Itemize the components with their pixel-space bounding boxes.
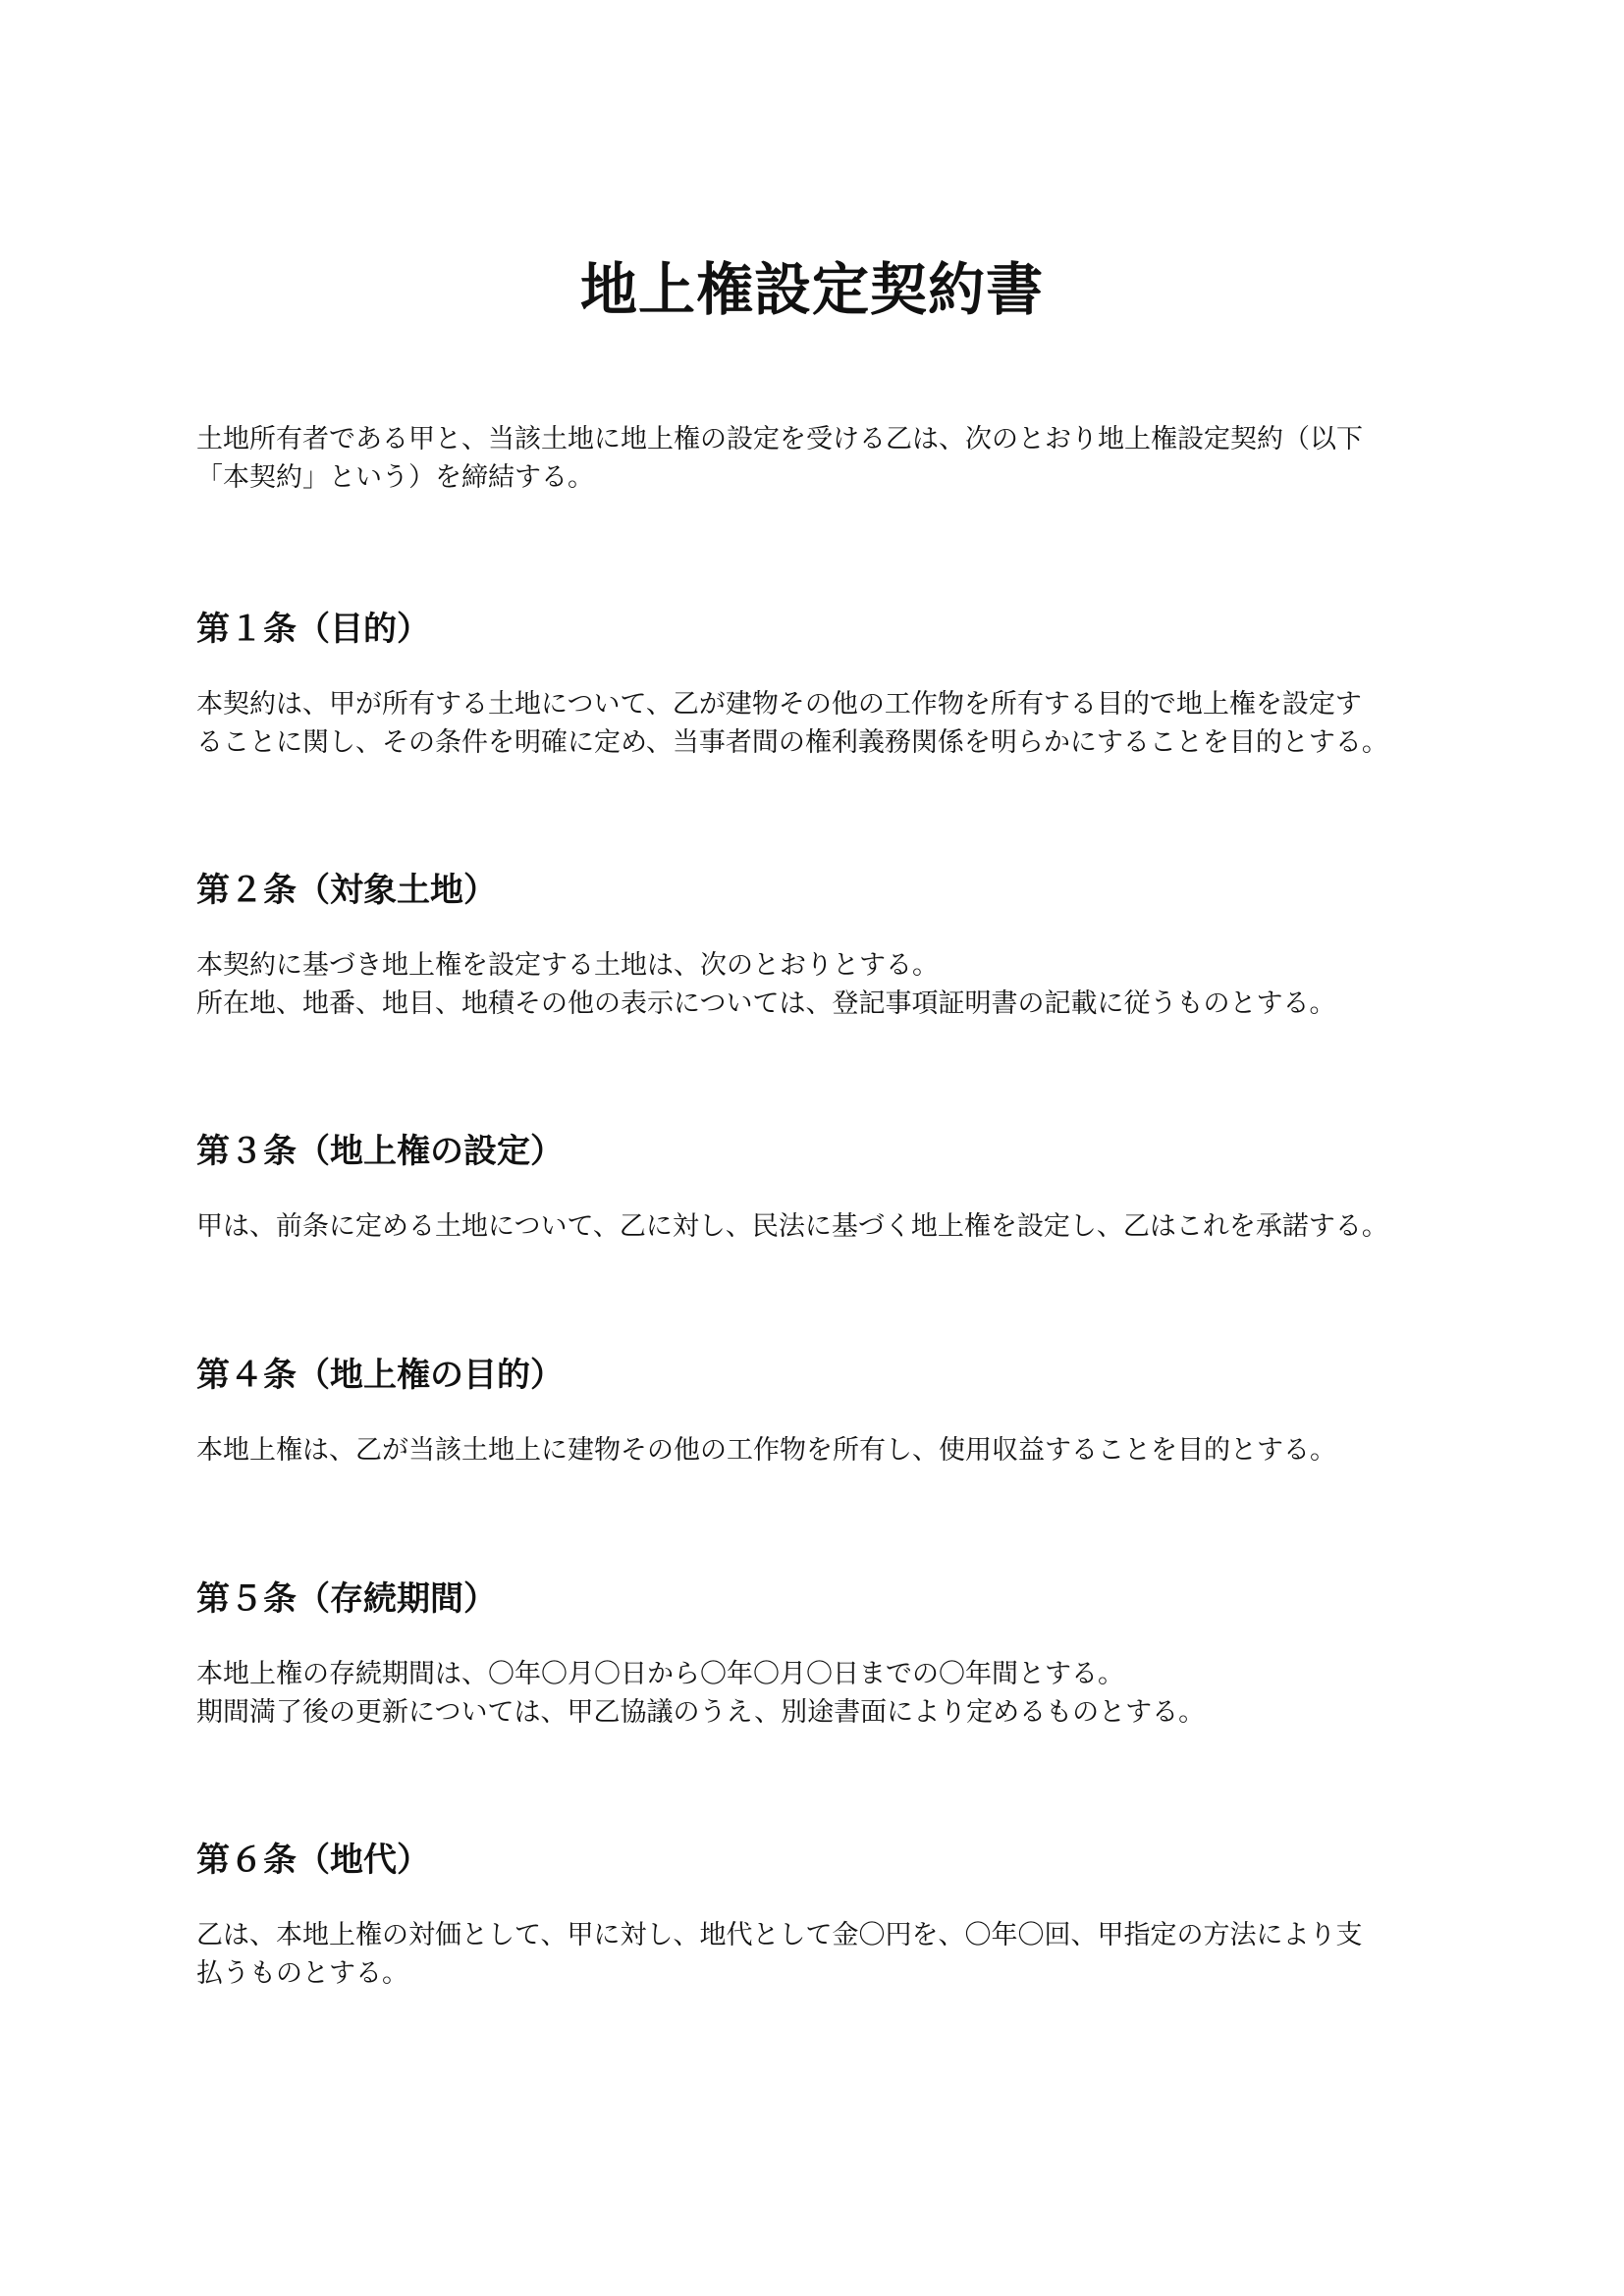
article-5-heading: 第５条（存続期間） bbox=[196, 1579, 497, 1619]
preamble-line: 「本契約」という）を締結する。 bbox=[196, 462, 594, 493]
article-2-body bbox=[196, 946, 1453, 1023]
document-title: 地上権設定契約書 bbox=[579, 256, 1044, 323]
article-6-line: 払うものとする。 bbox=[196, 1958, 408, 1989]
article-2-line: 本契約に基づき地上権を設定する土地は、次のとおりとする。 bbox=[196, 950, 939, 981]
article-2-heading: 第２条（対象土地） bbox=[196, 871, 497, 910]
article-3-body bbox=[196, 1207, 1453, 1246]
article-1-line: 本契約は、甲が所有する土地について、乙が建物その他の工作物を所有する目的で地上権を設定す bbox=[196, 689, 1362, 720]
article-4-heading: 第４条（地上権の目的） bbox=[196, 1356, 564, 1395]
article-5-line: 期間満了後の更新については、甲乙協議のうえ、別途書面により定めるものとする。 bbox=[196, 1697, 1206, 1728]
article-6-heading: 第６条（地代） bbox=[196, 1841, 430, 1880]
article-4-body bbox=[196, 1431, 1453, 1469]
article-2-line: 所在地、地番、地目、地積その他の表示については、登記事項証明書の記載に従うものとする。 bbox=[196, 988, 1336, 1019]
article-4-line: 本地上権は、乙が当該土地上に建物その他の工作物を所有し、使用収益することを目的とする。 bbox=[196, 1435, 1336, 1466]
article-6-line: 乙は、本地上権の対価として、甲に対し、地代として金〇円を、〇年〇回、甲指定の方法により支 bbox=[196, 1920, 1363, 1950]
article-3-heading: 第３条（地上権の設定） bbox=[196, 1132, 564, 1171]
article-3-line: 甲は、前条に定める土地について、乙に対し、民法に基づく地上権を設定し、乙はこれを承諾する。 bbox=[196, 1211, 1388, 1242]
preamble-paragraph bbox=[196, 420, 1453, 497]
article-1-line: ることに関し、その条件を明確に定め、当事者間の権利義務関係を明らかにすることを目的とする。 bbox=[196, 727, 1388, 758]
article-6-body bbox=[196, 1916, 1453, 1993]
article-5-line: 本地上権の存続期間は、〇年〇月〇日から〇年〇月〇日までの〇年間とする。 bbox=[196, 1659, 1124, 1689]
article-5-body bbox=[196, 1655, 1453, 1732]
article-1-body bbox=[196, 685, 1453, 762]
article-1-heading: 第１条（目的） bbox=[196, 610, 430, 649]
preamble-line: 土地所有者である甲と、当該土地に地上権の設定を受ける乙は、次のとおり地上権設定契約（以下 bbox=[196, 424, 1363, 454]
